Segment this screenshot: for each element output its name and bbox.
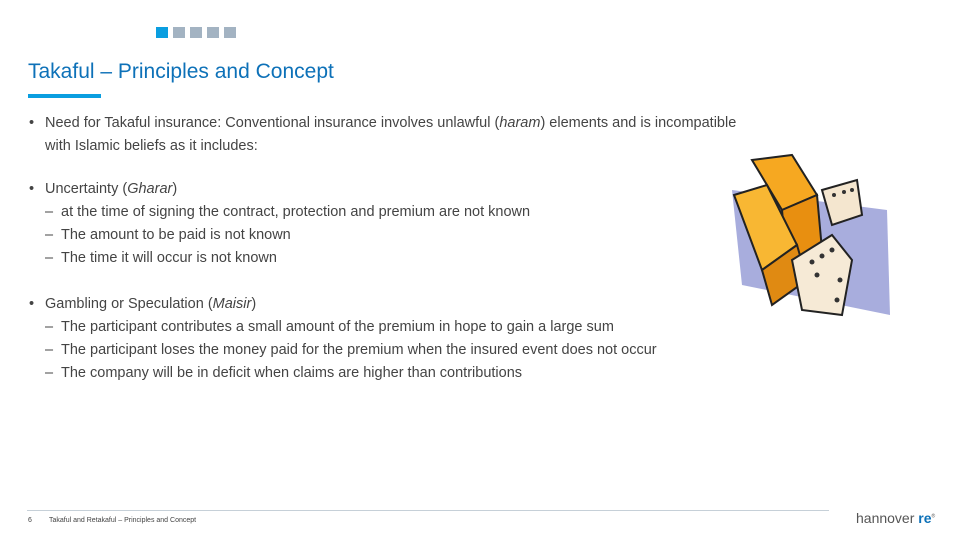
maisir-item: The participant contributes a small amount of the premium in hope to gain a large sum	[61, 319, 614, 335]
bullet-icon: •	[29, 296, 35, 312]
gharar-term: Gharar	[127, 181, 173, 197]
gharar-item: The time it will occur is not known	[61, 250, 277, 266]
slide-title: Takaful – Principles and Concept	[28, 60, 334, 83]
progress-square-5	[224, 27, 236, 38]
progress-square-4	[207, 27, 219, 38]
intro-line2: with Islamic beliefs as it includes:	[45, 138, 258, 154]
dash-icon: –	[45, 204, 54, 220]
maisir-item: The participant loses the money paid for the premium when the insured event does not occur	[61, 342, 657, 358]
maisir-heading	[45, 293, 256, 316]
progress-square-3	[190, 27, 202, 38]
page-number: 6	[28, 517, 32, 524]
dash-icon: –	[45, 227, 54, 243]
intro-line1: Need for Takaful insurance: Conventional insurance involves unlawful (	[45, 115, 500, 131]
dash-icon: –	[45, 319, 54, 335]
progress-square-1	[156, 27, 168, 38]
hannover-re-logo	[856, 510, 935, 526]
dash-icon: –	[45, 365, 54, 381]
intro-line1-end: ) elements and is incompatible	[540, 115, 737, 131]
intro-term: haram	[499, 115, 541, 131]
maisir-label: Gambling or Speculation (	[45, 296, 213, 312]
dash-icon: –	[45, 342, 54, 358]
gharar-item: at the time of signing the contract, protection and premium are not known	[61, 204, 531, 220]
gold-and-dice-clipart	[722, 150, 897, 325]
footer-divider	[27, 510, 829, 511]
dash-icon: –	[45, 250, 54, 266]
maisir-term: Maisir	[212, 296, 252, 312]
bullet-icon: •	[29, 115, 35, 131]
footer-text: Takaful and Retakaful – Principles and Concept	[49, 517, 197, 524]
title-underline	[28, 94, 101, 98]
intro-text	[45, 112, 736, 158]
logo-re: re	[918, 510, 932, 526]
maisir-close: )	[251, 296, 257, 312]
gharar-item: The amount to be paid is not known	[61, 227, 291, 243]
gharar-label: Uncertainty (	[45, 181, 128, 197]
maisir-item: The company will be in deficit when claims are higher than contributions	[61, 365, 523, 381]
bullet-icon: •	[29, 181, 35, 197]
gharar-close: )	[172, 181, 178, 197]
logo-text: hannover	[856, 510, 915, 526]
logo-mark: ®	[931, 513, 936, 520]
gharar-heading	[45, 178, 177, 201]
progress-square-2	[173, 27, 185, 38]
